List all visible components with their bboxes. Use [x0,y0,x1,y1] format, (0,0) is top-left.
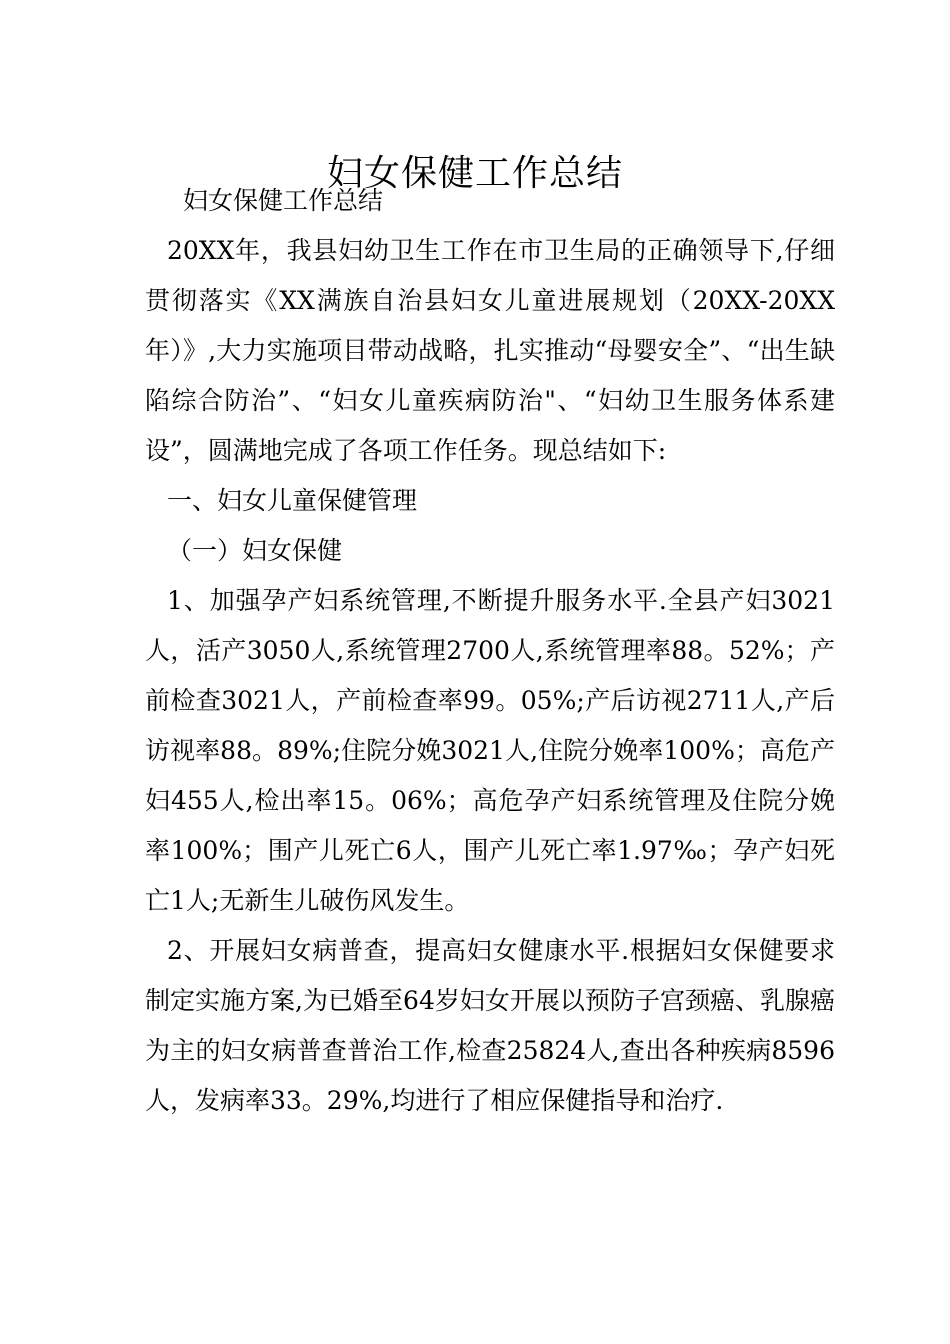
section-heading-1: 一、妇女儿童保健管理 [167,486,418,515]
document-subtitle: 妇女保健工作总结 [183,186,384,215]
paragraph-item-1: 1、加强孕产妇系统管理,不断提升服务水平.全县产妇3021人，活产3050人,系统管理2700人,系统管理率88。52%；产前检查3021人，产前检查率99。05%;产后访视2711人,产后访视率88。89%;住院分娩3021人,住院分娩率100%；高危产妇455人,检出率15。06%；高危孕产妇系统管理及住院分娩率100%；围产儿死亡6人，围产儿死亡率1.97‰；孕产妇死亡1人;无新生儿破伤风发生。 [145,586,835,915]
document-title: 妇女保健工作总结 [326,153,623,195]
document-body [145,176,835,1126]
paragraph-intro: 20XX年，我县妇幼卫生工作在市卫生局的正确领导下,仔细贯彻落实《XX满族自治县妇女儿童进展规划（20XX-20XX年）》,大力实施项目带动战略，扎实推动“母婴安全”、“出生缺陷综合防治”、“妇女儿童疾病防治"、“妇幼卫生服务体系建设”，圆满地完成了各项工作任务。现总结如下: [145,236,835,465]
paragraph-item-2: 2、开展妇女病普查，提高妇女健康水平.根据妇女保健要求制定实施方案,为已婚至64岁妇女开展以预防子宫颈癌、乳腺癌为主的妇女病普查普治工作,检查25824人,查出各种疾病8596人，发病率33。29%,均进行了相应保健指导和治疗. [145,936,835,1115]
subsection-heading-1: （一）妇女保健 [167,536,343,565]
